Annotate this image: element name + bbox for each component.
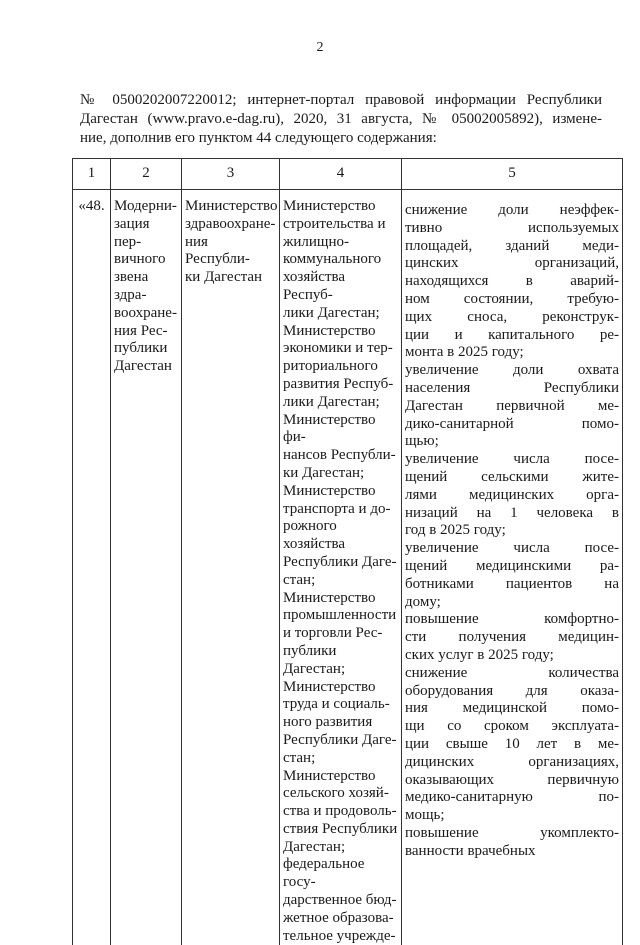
col4-line: дарственное бюд- xyxy=(283,892,398,910)
col4-line: Министерство xyxy=(283,483,398,501)
col4-line: рожного хозяйства xyxy=(283,518,398,554)
col4-line: промышленности xyxy=(283,607,398,625)
header-col-1: 1 xyxy=(73,159,111,190)
table-header-row xyxy=(73,159,623,190)
cell-results xyxy=(402,190,623,945)
col5-line: щений медицинскими ра- xyxy=(405,558,619,576)
col3-line: ки Дагестан xyxy=(185,269,276,287)
intro-line-1: № 0500202007220012; интернет-портал правовой информации Республики xyxy=(80,91,602,110)
col2-line: вичного xyxy=(114,251,178,269)
intro-paragraph xyxy=(80,91,602,148)
col4-line: Министерство xyxy=(283,590,398,608)
cell-item-number: «48. xyxy=(73,190,111,945)
col4-line: Министерство xyxy=(283,768,398,786)
col5-line: населения Республики xyxy=(405,380,619,398)
header-col-4: 4 xyxy=(280,159,402,190)
col5-line: низаций на 1 человека в xyxy=(405,505,619,523)
col5-line: находящихся в аварий- xyxy=(405,273,619,291)
col5-line: щений сельскими жите- xyxy=(405,469,619,487)
col4-line: сельского хозяй- xyxy=(283,785,398,803)
col3-line: здравоохране- xyxy=(185,216,276,234)
col4-line: Министерство xyxy=(283,323,398,341)
col4-line: нансов Республи- xyxy=(283,447,398,465)
col5-line: ном состоянии, требую- xyxy=(405,291,619,309)
col5-line: ции свыше 10 лет в ме- xyxy=(405,736,619,754)
col5-line: щью; xyxy=(405,433,619,451)
col4-line: тельное учрежде- xyxy=(283,928,398,945)
col4-line: публики Дагестан; xyxy=(283,643,398,679)
col5-line: Дагестан первичной ме- xyxy=(405,398,619,416)
col5-line: ботниками пациентов на xyxy=(405,576,619,594)
cell-co-executors xyxy=(280,190,402,945)
col3-line: ния Республи- xyxy=(185,234,276,270)
col4-line: ства и продоволь- xyxy=(283,803,398,821)
measures-table xyxy=(72,158,623,945)
col4-line: хозяйства Респуб- xyxy=(283,269,398,305)
header-col-5: 5 xyxy=(402,159,623,190)
col4-line: Дагестан; xyxy=(283,839,398,857)
col5-line: увеличение доли охвата xyxy=(405,362,619,380)
col5-line: снижение доли неэффек- xyxy=(405,202,619,220)
col4-line: ки Дагестан; xyxy=(283,465,398,483)
col5-line: оказывающих первичную xyxy=(405,772,619,790)
intro-line-3: ние, дополнив его пунктом 44 следующего содержания: xyxy=(80,129,602,148)
col2-line: воохране- xyxy=(114,305,178,323)
col5-line: повышение укомплекто- xyxy=(405,825,619,843)
col4-line: Министерство фи- xyxy=(283,412,398,448)
col2-line: ния Рес- xyxy=(114,323,178,341)
col4-line: лики Дагестан; xyxy=(283,305,398,323)
col4-line: Республики Даге- xyxy=(283,554,398,572)
col5-line: щи со сроком эксплуата- xyxy=(405,718,619,736)
col5-line: сти получения медицин- xyxy=(405,629,619,647)
header-col-2: 2 xyxy=(111,159,182,190)
col5-line: ванности врачебных xyxy=(405,843,619,861)
col5-line: ции и капитального ре- xyxy=(405,327,619,345)
col5-line: мощь; xyxy=(405,807,619,825)
col5-line: дому; xyxy=(405,594,619,612)
table-row xyxy=(73,190,623,945)
col2-line: зация пер- xyxy=(114,216,178,252)
col5-line: ния медицинской помо- xyxy=(405,700,619,718)
col2-line: Модерни- xyxy=(114,198,178,216)
header-col-3: 3 xyxy=(182,159,280,190)
col4-line: Республики Даге- xyxy=(283,732,398,750)
page-number: 2 xyxy=(0,40,640,56)
col4-line: риториального xyxy=(283,358,398,376)
col4-line: развития Респуб- xyxy=(283,376,398,394)
col5-line: щих сноса, реконструк- xyxy=(405,309,619,327)
col3-line: Министерство xyxy=(185,198,276,216)
col2-line: публики xyxy=(114,340,178,358)
cell-measure-name xyxy=(111,190,182,945)
intro-line-2: Дагестан (www.pravo.e-dag.ru), 2020, 31 августа, № 05002005892), измене- xyxy=(80,110,602,129)
col4-line: стан; xyxy=(283,572,398,590)
col5-line: ских услуг в 2025 году; xyxy=(405,647,619,665)
col4-line: строительства и xyxy=(283,216,398,234)
col5-line: площадей, зданий меди- xyxy=(405,238,619,256)
col4-line: жетное образова- xyxy=(283,910,398,928)
col4-line: транспорта и до- xyxy=(283,501,398,519)
col4-line: труда и социаль- xyxy=(283,696,398,714)
col4-line: жилищно- xyxy=(283,234,398,252)
col4-line: ного развития xyxy=(283,714,398,732)
col5-line: год в 2025 году; xyxy=(405,522,619,540)
col5-line: снижение количества xyxy=(405,665,619,683)
col5-line: повышение комфортно- xyxy=(405,611,619,629)
col5-line: цинских организаций, xyxy=(405,255,619,273)
col5-line: оборудования для оказа- xyxy=(405,683,619,701)
col2-line: звена здра- xyxy=(114,269,178,305)
col5-line: тивно используемых xyxy=(405,220,619,238)
col2-line: Дагестан xyxy=(114,358,178,376)
col5-line: лями медицинских орга- xyxy=(405,487,619,505)
col5-line: медико-санитарную по- xyxy=(405,789,619,807)
col5-line: увеличение числа посе- xyxy=(405,451,619,469)
col5-line: дицинских организациях, xyxy=(405,754,619,772)
col4-line: Министерство xyxy=(283,198,398,216)
col5-line: увеличение числа посе- xyxy=(405,540,619,558)
col4-line: лики Дагестан; xyxy=(283,394,398,412)
col4-line: ствия Республики xyxy=(283,821,398,839)
col4-line: коммунального xyxy=(283,251,398,269)
cell-responsible xyxy=(182,190,280,945)
col4-line: федеральное госу- xyxy=(283,856,398,892)
col4-line: экономики и тер- xyxy=(283,340,398,358)
col5-line: монта в 2025 году; xyxy=(405,344,619,362)
col5-line: дико-санитарной помо- xyxy=(405,416,619,434)
col4-line: Министерство xyxy=(283,679,398,697)
col4-line: стан; xyxy=(283,750,398,768)
col4-line: и торговли Рес- xyxy=(283,625,398,643)
